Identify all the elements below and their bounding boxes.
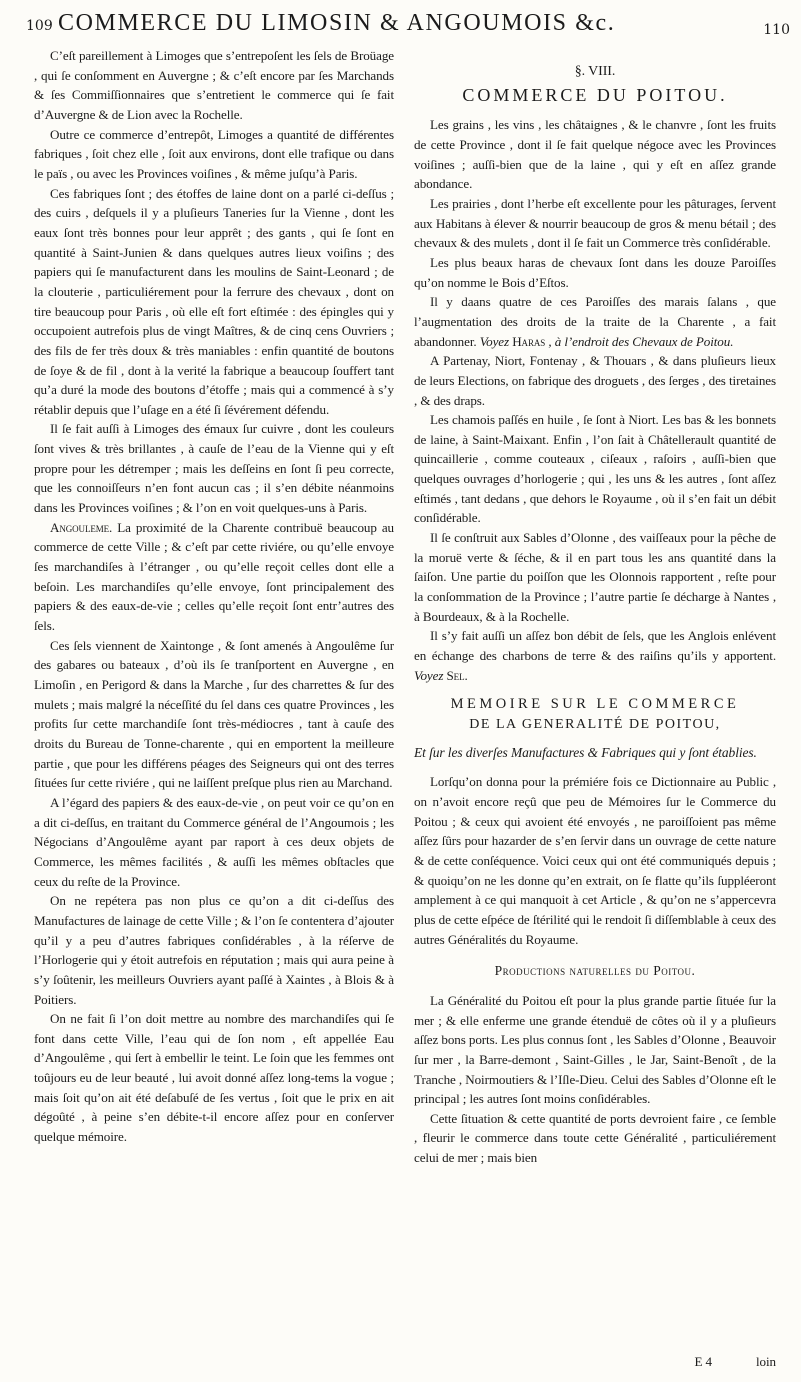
paragraph: On ne fait ſi l’on doit mettre au nombre des marchandiſes qui ſe font dans cette Ville, l’eau qui de ſon nom , eſt appellée Eau d’Angoulême , qui ſert à embellir le teint. Le ſoin que les femmes ont toûjours eu de leur beauté , lui avoit donné aſſez long-tems la vogue ; mais ſoit qu’on ait été deſabuſé de ſes vertus , ſoit que le prix en ait dégoûté , à peine s’en débite-t-il encore aſſez pour en conſerver quelque mémoire. — [34, 1011, 394, 1145]
paragraph: Ces fabriques ſont ; des étoffes de laine dont on a parlé ci-deſſus ; des cuirs , deſquels il y a pluſieurs Taneries ſur la Vienne , dont les eaux ſont très bonnes pour leur apprêt ; des gants , qui ſe ſont en quantité à Saint-Junien & dans quelques autres lieux voiſins ; des papiers qui ſe manufacturent dans les moulins de Saint-Leonard ; de la clouterie , particuliérement pour la ferrure des chevaux , dont on tire beaucoup pour Paris , où elle eſt fort eſtimée : des épingles qui y occupoient autrefois plus de vingt Maîtres, & de cinq cens Ouvriers ; des fils de fer très doux & très maniables : enfin quantité de boutons de ſoye & de fil , dont à la verité la fabrique a beaucoup ſouffert tant qu’a duré la mode des boutons d’étoffe ; mais qui a commencé à s’y rétablir depuis que l’uſage en a été ſi ſévérement défendu. — [34, 185, 394, 417]
page-header — [20, 8, 792, 42]
catchword: loin — [756, 1354, 776, 1370]
section-title: COMMERCE DU POITOU. — [462, 84, 728, 105]
paragraph: Il ſe fait auſſi à Limoges des émaux ſur cuivre , dont les couleurs ſont vives & très brillantes , à cauſe de l’eau de la Vienne qui y eſt propre pour les détremper ; mais les deſſeins en ſont ſi peu correcte, que les connoiſſeurs n’en font aucun cas ; il s’en débite néanmoins dans les Provinces voiſines ; & l’on en voit quelques-uns à Paris. — [34, 421, 394, 516]
paragraph: Les plus beaux haras de chevaux ſont dans les douze Paroiſſes qu’on nomme le Bois d’Eſtos. — [414, 254, 776, 290]
memoire-subtitle: DE LA GENERALITÉ DE POITOU, — [469, 717, 721, 732]
paragraph: A Partenay, Niort, Fontenay , & Thouars , & dans pluſieurs lieux de leurs Elections, on fabrique des droguets , des ſerges , des tiretaines , & des draps. — [414, 353, 776, 408]
voyez-label: Voyez — [414, 667, 444, 683]
paragraph-text: Il s’y fait auſſi un aſſez bon débit de ſels, que les Anglois enlévent en échange des charbons de terre & des raiſins qu’ils y apportent. — [414, 628, 776, 664]
running-title: COMMERCE DU LIMOSIN & ANGOUMOIS &c. — [58, 10, 616, 36]
paragraph-haras — [414, 292, 776, 351]
paragraph: Outre ce commerce d’entrepôt, Limoges a quantité de différentes fabriques , ſoit chez elle , ſoit aux environs, dont elle trafique ou dans le païs , ou avec les Provinces voiſines , & même juſqu’à Paris. — [34, 126, 394, 181]
left-page-number: 109 — [26, 18, 53, 34]
paragraph-text: La proximité de la Charente contribuë beaucoup au commerce de cette Ville ; & c’eſt par cette riviére, ou qu’elle envoye ſes marchandiſes à l’étranger , ou qu’elle reçoit celles dont elle a beſoin. Les marchandiſes qu’elle envoye, ſont principalement des papiers & des eaux-de-vie ; celles qu’elle reçoit ſont entr’autres des ſels. — [34, 519, 394, 634]
voyez-label: Voyez — [479, 333, 510, 349]
section-number: §. VIII. — [574, 64, 616, 79]
productions-heading: Productions naturelles du Poitou. — [494, 963, 696, 979]
paragraph: Cette ſituation & cette quantité de ports devroient faire , ce ſemble , fleurir le commerce dans toute cette Généralité , particuliérement celui de mer ; mais bien — [414, 1110, 776, 1166]
memoire-italic-heading: Et ſur les diverſes Manufactures & Fabriques qui y ſont établies. — [414, 744, 757, 760]
paragraph: Les prairies , dont l’herbe eſt excellente pour les pâturages, ſervent aux Habitans à élever & nourrir beaucoup de gros & menu bétail ; des chevaux & des mulets , dont il ſe fait un Commerce très conſidérable. — [414, 195, 776, 251]
right-page-number: 110 — [763, 22, 790, 38]
paragraph: Les chamois paſſés en huile , ſe ſont à Niort. Les bas & les bonnets de laine, à Saint-Maixant. Enfin , l’on ſait à Châtellerault quantité de quincaillerie , comme couteaux , ciſeaux , raſoirs , auſſi-bien que quelques ouvrages d’horlogerie ; qui , les uns & les autres , ſont aſſez eſtimés , tant dedans , que dehors le Royaume , où il s’en fait un débit conſidérable. — [414, 412, 776, 526]
signature-line — [414, 1352, 776, 1372]
paragraph: C’eſt pareillement à Limoges que s’entrepoſent les ſels de Broüage , qui ſe conſomment en Auvergne ; & c’eſt encore par ſes Marchands & ſes Commiſſionnaires que s’entretient le commerce qui ſe fait d’Auvergne & de Lion avec la Rochelle. — [34, 48, 394, 122]
paragraph-sel — [414, 626, 776, 685]
paragraph: Lorſqu’on donna pour la prémiére fois ce Dictionnaire au Public , on n’avoit encore reçû que peu de Mémoires ſur le Commerce du Poitou ; & ceux qui avoient été envoyés , ne paroiſſoient pas même aſſez ſûrs pour hazarder de s’en ſervir dans un ouvrage de cette nature & de cette conſéquence. Voici ceux qui ont été communiqués depuis ; & quoiqu’on ne les donne qu’en extrait, on ſe flatte qu’ils ſuppléeront amplement à ce qui manquoit à cet Article , & qu’on ne s’appercevra plus de cette eſpéce de ſtérilité qui le rendoit ſi diſſemblable à ceux des autres Généralités du Royaume. — [414, 774, 776, 947]
paragraph-angouleme — [34, 518, 394, 636]
cross-reference-tail: , à l’endroit des Chevaux de Poitou. — [548, 333, 734, 349]
paragraph: La Généralité du Poitou eſt pour la plus grande partie ſituée ſur la mer ; & elle enferme une grande étenduë de côtes où il y a pluſieurs aſſez bons ports. Les plus connus ſont , les Sables d’Olonne , Beauvoir ſur mer , la Barre-demont , Saint-Gilles , le Jar, Saint-Benoît , de la Tranche , Noirmoutiers & l’Iſle-Dieu. Celui des Sables d’Olonne eſt le principal ; les autres ſont moins conſidérables. — [414, 992, 777, 1107]
paragraph: A l’égard des papiers & des eaux-de-vie , on peut voir ce qu’on en a dit ci-deſſus, en traitant du Commerce général de l’Angoumois ; les Négocians d’Angoulême ayant par raport à ces deux objets de Commerce, les mêmes facilités , & auſſi les mêmes obſtacles que ceux du reſte de la Province. — [34, 794, 394, 889]
paragraph: Ces ſels viennent de Xaintonge , & ſont amenés à Angoulême ſur des gabares ou bateaux , d’où ils ſe tranſportent en Auvergne , en Limoſin , en Perigord & dans la Marche , ſur des charrettes & ſur des mulets ; mais malgré la néceſſité du ſel dans ces quatre Provinces , les profits ſur cette marchandiſe ſont très-médiocres , tant à cauſe des droits du Bureau de Tonne-charente , qui en emportent la meilleure partie , que pour les différens péages des Seigneurs qui ont des terres ſituées ſur cette riviére , qui ne laiſſent preſque plus rien au Marchand. — [34, 637, 394, 791]
cross-reference-sel: Sel. — [446, 667, 468, 683]
right-column — [414, 46, 776, 1372]
left-column — [34, 46, 394, 1147]
paragraph: Il ſe conſtruit aux Sables d’Olonne , des vaiſſeaux pour la pêche de la moruë verte & ſéche, & il en part tous les ans quantité dans la ſaiſon. Une partie du poiſſon que les Olonnois rapportent , reſte pour la conſommation de la Province ; l’autre partie ſe décharge à Nantes , à Bourdeaux, & à la Rochelle. — [414, 530, 776, 624]
paragraph-text: Il y daans quatre de ces Paroiſſes des marais ſalans , que l’augmentation des droits de la traite de la Charente , a fait abandonner. — [414, 294, 776, 349]
signature-mark: E 4 — [694, 1354, 713, 1370]
memoire-title: MEMOIRE SUR LE COMMERCE — [450, 696, 740, 713]
paragraph: Les grains , les vins , les châtaignes , & le chanvre , ſont les fruits de cette Province , dont il ſe fait quelque négoce avec les Provinces voiſines ; auſſi-bien que de la laine , qui y eſt en aſſez grande abondance. — [414, 117, 776, 192]
cross-reference-haras: Haras — [512, 333, 546, 349]
paragraph: On ne repétera pas non plus ce qu’on a dit ci-deſſus des Manufactures de lainage de cette Ville ; & l’on ſe contentera d’ajouter qu’il y a peu d’autres fabriques conſidérables , à la réſerve de l’Horlogerie qui y étoit autrefois en réputation ; mais qui aura peine à s’y ſoûtenir, les meilleurs Ouvriers ayant paſſé à Xaintes , à Blois & à Poitiers. — [34, 893, 394, 1007]
angouleme-lead: Angouleme. — [50, 519, 113, 535]
